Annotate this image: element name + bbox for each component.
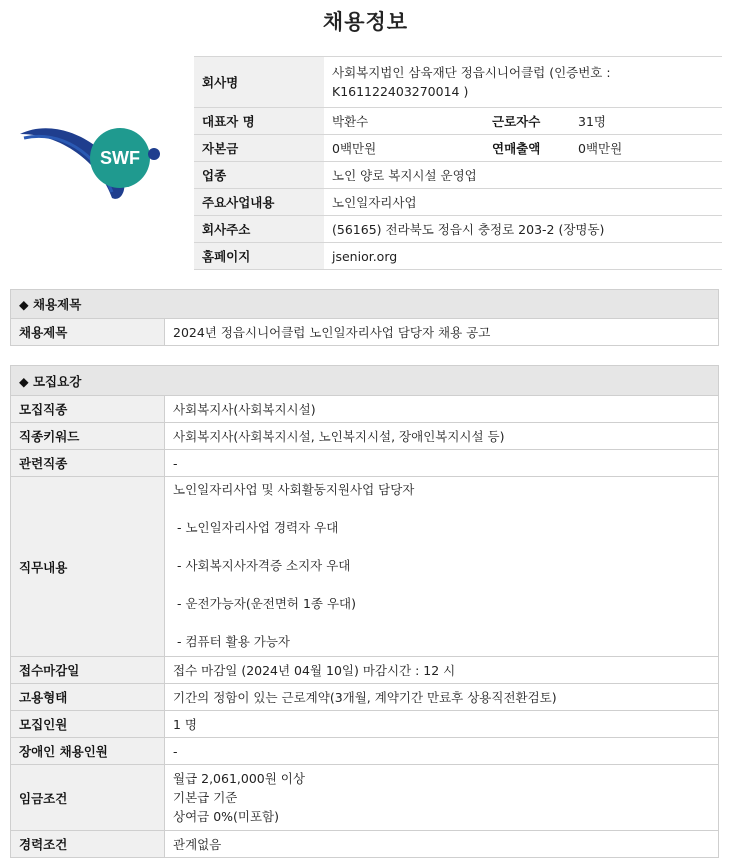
employees-label: 근로자수 bbox=[492, 108, 570, 135]
company-row-business bbox=[194, 189, 722, 216]
company-name-value: 사회복지법인 삼육재단 정읍시니어클럽 (인증번호 : K161122403270014 ) bbox=[324, 57, 722, 108]
capital-value: 0백만원 bbox=[324, 135, 492, 162]
table-row bbox=[11, 450, 719, 477]
ceo-value: 박환수 bbox=[324, 108, 492, 135]
company-row-homepage bbox=[194, 243, 722, 270]
experience-label: 경력조건 bbox=[11, 831, 165, 858]
keywords-value: 사회복지사(사회복지시설, 노인복지시설, 장애인복지시설 등) bbox=[165, 423, 719, 450]
industry-value: 노인 양로 복지시설 운영업 bbox=[324, 162, 722, 189]
capital-label: 자본금 bbox=[194, 135, 324, 162]
table-row bbox=[11, 711, 719, 738]
experience-value: 관계없음 bbox=[165, 831, 719, 858]
job-title-heading: ◆ 채용제목 bbox=[11, 290, 719, 319]
ceo-label: 대표자 명 bbox=[194, 108, 324, 135]
address-label: 회사주소 bbox=[194, 216, 324, 243]
duties-value bbox=[165, 477, 719, 657]
job-title-value: 2024년 정읍시니어클럽 노인일자리사업 담당자 채용 공고 bbox=[165, 319, 719, 346]
homepage-link[interactable]: jsenior.org bbox=[324, 243, 722, 270]
duty-line: - 사회복지사자격증 소지자 우대 bbox=[173, 558, 351, 573]
homepage-label: 홈페이지 bbox=[194, 243, 324, 270]
deadline-value: 접수 마감일 (2024년 04월 10일) 마감시간 : 12 시 bbox=[165, 657, 719, 684]
wage-label: 임금조건 bbox=[11, 765, 165, 831]
deadline-label: 접수마감일 bbox=[11, 657, 165, 684]
table-row bbox=[11, 657, 719, 684]
company-row-name bbox=[194, 57, 722, 108]
headcount-value: 1 명 bbox=[165, 711, 719, 738]
wage-value bbox=[165, 765, 719, 831]
table-row bbox=[11, 423, 719, 450]
page-title: 채용정보 bbox=[322, 10, 409, 34]
table-row bbox=[11, 831, 719, 858]
address-value: (56165) 전라북도 정읍시 충정로 203-2 (장명동) bbox=[324, 216, 722, 243]
company-row-industry bbox=[194, 162, 722, 189]
table-row bbox=[11, 396, 719, 423]
occupation-value: 사회복지사(사회복지시설) bbox=[165, 396, 719, 423]
employees-value: 31명 bbox=[570, 108, 722, 135]
business-value: 노인일자리사업 bbox=[324, 189, 722, 216]
business-label: 주요사업내용 bbox=[194, 189, 324, 216]
company-row-address bbox=[194, 216, 722, 243]
job-title-section bbox=[10, 289, 719, 346]
industry-label: 업종 bbox=[194, 162, 324, 189]
related-label: 관련직종 bbox=[11, 450, 165, 477]
job-title-label: 채용제목 bbox=[11, 319, 165, 346]
duty-line: - 컴퓨터 활용 가능자 bbox=[173, 634, 291, 649]
wage-line: 상여금 0%(미포함) bbox=[173, 809, 280, 824]
revenue-label: 연매출액 bbox=[492, 135, 570, 162]
disabled-hiring-value: - bbox=[165, 738, 719, 765]
duties-label: 직무내용 bbox=[11, 477, 165, 657]
logo-text: SWF bbox=[100, 148, 140, 168]
company-info-table bbox=[194, 56, 722, 270]
company-row-ceo bbox=[194, 108, 722, 135]
disabled-hiring-label: 장애인 채용인원 bbox=[11, 738, 165, 765]
employment-type-value: 기간의 정함이 있는 근로계약(3개월, 계약기간 만료후 상용직전환검토) bbox=[165, 684, 719, 711]
company-name-label: 회사명 bbox=[194, 57, 324, 108]
keywords-label: 직종키워드 bbox=[11, 423, 165, 450]
requirements-section bbox=[10, 365, 719, 858]
company-logo bbox=[16, 112, 164, 208]
table-row bbox=[11, 477, 719, 657]
duty-line: - 운전가능자(운전면허 1종 우대) bbox=[173, 596, 357, 611]
wage-line: 기본급 기준 bbox=[173, 790, 238, 805]
employment-type-label: 고용형태 bbox=[11, 684, 165, 711]
requirements-heading: ◆ 모집요강 bbox=[11, 366, 719, 396]
wage-line: 월급 2,061,000원 이상 bbox=[173, 771, 305, 786]
revenue-value: 0백만원 bbox=[570, 135, 722, 162]
related-value: - bbox=[165, 450, 719, 477]
occupation-label: 모집직종 bbox=[11, 396, 165, 423]
duty-line: 노인일자리사업 및 사회활동지원사업 담당자 bbox=[173, 482, 415, 497]
table-row bbox=[11, 684, 719, 711]
duty-line: - 노인일자리사업 경력자 우대 bbox=[173, 520, 339, 535]
headcount-label: 모집인원 bbox=[11, 711, 165, 738]
table-row bbox=[11, 765, 719, 831]
table-row bbox=[11, 738, 719, 765]
company-row-capital bbox=[194, 135, 722, 162]
